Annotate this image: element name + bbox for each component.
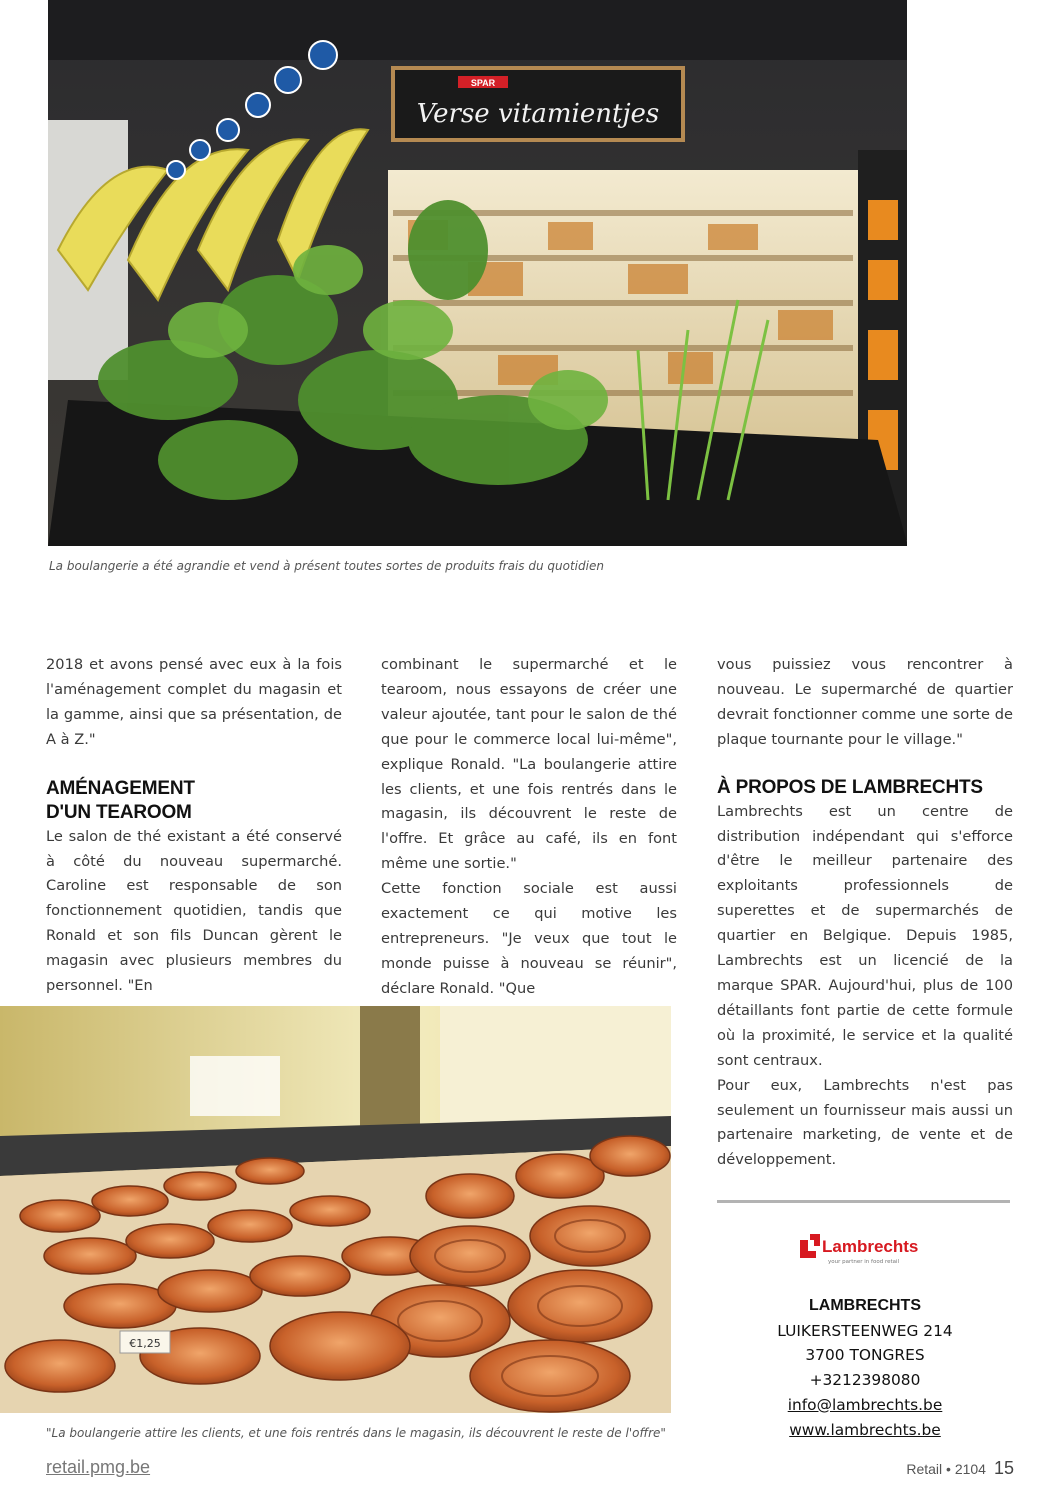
sidebar-divider [717, 1200, 1010, 1203]
bottom-bakery-photo [0, 1006, 671, 1413]
produce-display-illustration [48, 0, 907, 546]
article-column-3 [717, 653, 1013, 1173]
col1-paragraph-2: Le salon de thé existant a été conservé à côté du nouveau supermarché. Caroline est responsable de son fonctionnement quotidien, tandis que Ronald et son fils Duncan gèrent le magasin avec plusieurs membres du personnel. "En [46, 827, 342, 995]
contact-name: LAMBRECHTS [809, 1297, 921, 1314]
bottom-photo-caption: "La boulangerie attire les clients, et une fois rentrés dans le magasin, ils découvrent le reste de l'offre" [46, 1426, 666, 1440]
col2-paragraph-1: combinant le supermarché et le tearoom, nous essayons de créer une valeur ajoutée, tant pour le salon de thé que pour le commerce local lui-même", explique Ronald. "La boulangerie attire les clients, et une fois rentrés dans le magasin, ils découvrent le reste de l'offre. Et grâce au café, ils en font même une sortie." [381, 656, 677, 873]
col3-paragraph-1: vous puissiez vous rencontrer à nouveau. Le supermarché de quartier devrait fonctionner comme une sorte de plaque tournante pour le village." [717, 656, 1013, 748]
contact-email-link[interactable]: info@lambrechts.be [787, 1395, 943, 1414]
contact-phone: +3212398080 [809, 1371, 921, 1390]
spar-badge-text: SPAR [470, 78, 496, 88]
col3-paragraph-3: Pour eux, Lambrechts n'est pas seulement un fournisseur mais aussi un partenaire marketing, de vente et de développement. [717, 1076, 1013, 1169]
page-folio [906, 1458, 1014, 1479]
logo-brand-text: Lambrechts [822, 1237, 919, 1256]
contact-block [760, 1294, 970, 1442]
page-number: 15 [993, 1458, 1014, 1478]
pastry-display-illustration [0, 1006, 671, 1413]
col2-paragraph-2: Cette fonction sociale est aussi exactement ce qui motive les entrepreneurs. "Je veux que tout le monde puisse à nouveau se réunir", déclare Ronald. "Que [381, 880, 677, 997]
heading-line-2: D'UN TEAROOM [46, 801, 192, 823]
magazine-issue: Retail • 2104 [906, 1461, 986, 1477]
top-store-photo [48, 0, 907, 546]
footer-site-link[interactable]: retail.pmg.be [46, 1457, 151, 1477]
lambrechts-logo-mark [800, 1232, 935, 1266]
contact-street: LUIKERSTEENWEG 214 [777, 1321, 953, 1340]
col1-paragraph-1: 2018 et avons pensé avec eux à la fois l'aménagement complet du magasin et la gamme, ainsi que sa présentation, de A à Z." [46, 656, 342, 748]
article-column-1 [46, 653, 342, 999]
contact-website-link[interactable]: www.lambrechts.be [789, 1420, 941, 1439]
heading-line-1: AMÉNAGEMENT [46, 777, 195, 799]
contact-city: 3700 TONGRES [805, 1346, 925, 1365]
col3-paragraph-2: Lambrechts est un centre de distribution indépendant qui s'efforce d'être le meilleur partenaire des exploitants professionnels de superettes et de supermarchés de quartier en Belgique. Depuis 1985, Lambrechts est un licencié de la marque SPAR. Aujourd'hui, plus de 100 détaillants font partie de cette formule où la proximité, le service et la qualité sont centraux. [717, 802, 1013, 1069]
top-photo-caption: La boulangerie a été agrandie et vend à présent toutes sortes de produits frais du quotidien [49, 559, 604, 573]
section-heading-tearoom [46, 777, 342, 825]
article-column-2 [381, 653, 677, 1002]
section-heading-about: À PROPOS DE LAMBRECHTS [717, 776, 983, 798]
logo-tagline-text: your partner in food retail [828, 1259, 900, 1265]
lambrechts-logo [800, 1232, 935, 1266]
store-sign-text: Verse vitamientjes [416, 99, 660, 129]
price-tag-text: €1,25 [129, 1337, 161, 1350]
